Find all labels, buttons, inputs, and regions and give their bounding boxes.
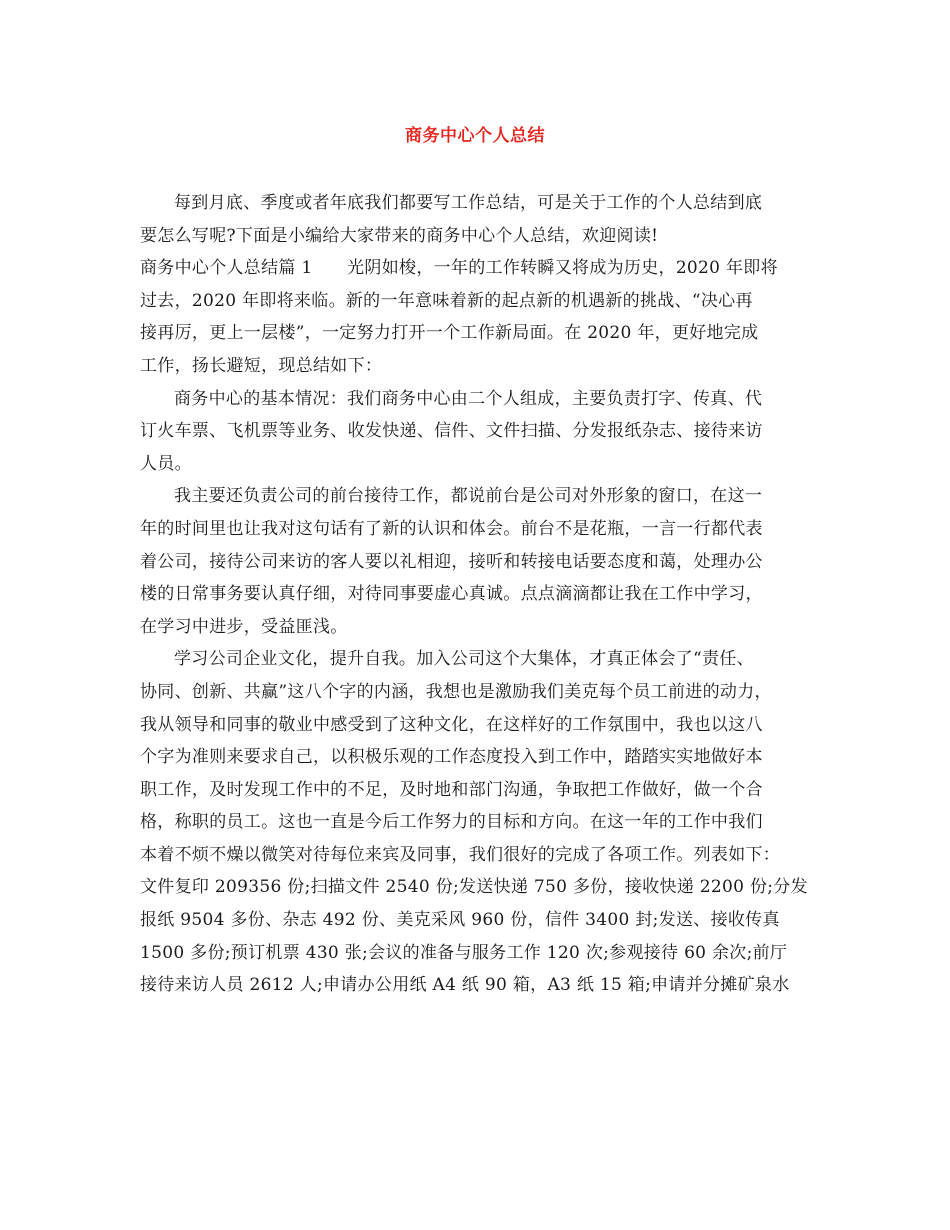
paragraph-line: 过去，2020 年即将来临。新的一年意味着新的起点新的机遇新的挑战、“决心再 — [140, 290, 753, 311]
paragraph-line: 要怎么写呢?下面是小编给大家带来的商务中心个人总结，欢迎阅读! — [140, 225, 659, 246]
paragraph-line: 学习公司企业文化，提升自我。加入公司这个大集体，才真正体会了“责任、 — [174, 649, 754, 670]
paragraph-line: 着公司，接待公司来访的客人要以礼相迎，接听和转接电话要态度和蔼，处理办公 — [140, 551, 763, 572]
document-body — [140, 187, 822, 1002]
paragraph-line: 我主要还负责公司的前台接待工作，都说前台是公司对外形象的窗口，在这一 — [174, 486, 763, 507]
paragraph-line: 在学习中进步，受益匪浅。 — [140, 616, 348, 637]
paragraph-line: 接再厉，更上一层楼”，一定努力打开一个工作新局面。在 2020 年，更好地完成 — [140, 323, 759, 344]
document-title: 商务中心个人总结 — [405, 126, 545, 146]
paragraph-line: 职工作，及时发现工作中的不足，及时地和部门沟通，争取把工作做好，做一个合 — [140, 779, 763, 800]
paragraph-line: 人员。 — [140, 453, 192, 474]
paragraph-line: 年的时间里也让我对这句话有了新的认识和体会。前台不是花瓶，一言一行都代表 — [140, 518, 763, 539]
paragraph-line: 报纸 9504 多份、杂志 492 份、美克采风 960 份，信件 3400 封;发送、接收传真 — [140, 910, 780, 931]
paragraph-line: 1500 多份;预订机票 430 张;会议的准备与服务工作 120 次;参观接待 60 余次;前厅 — [140, 942, 788, 963]
paragraph-line: 个字为准则来要求自己，以积极乐观的工作态度投入到工作中，踏踏实实地做好本 — [140, 747, 763, 768]
paragraph-line: 工作，扬长避短，现总结如下： — [140, 355, 383, 376]
paragraph-line: 订火车票、飞机票等业务、收发快递、信件、文件扫描、分发报纸杂志、接待来访 — [140, 421, 763, 442]
paragraph-line: 格，称职的员工。这也一直是今后工作努力的目标和方向。在这一年的工作中我们 — [140, 812, 763, 833]
paragraph-line: 商务中心的基本情况：我们商务中心由二个人组成，主要负责打字、传真、代 — [174, 388, 763, 409]
paragraph-line: 本着不烦不燥以微笑对待每位来宾及同事，我们很好的完成了各项工作。列表如下： — [140, 844, 781, 865]
paragraph-line: 我从领导和同事的敬业中感受到了这种文化，在这样好的工作氛围中，我也以这八 — [140, 714, 763, 735]
paragraph-line: 每到月底、季度或者年底我们都要写工作总结，可是关于工作的个人总结到底 — [174, 193, 763, 213]
paragraph-line: 协同、创新、共赢”这八个字的内涵，我想也是激励我们美克每个员工前进的动力， — [140, 681, 772, 702]
paragraph-line: 商务中心个人总结篇 1 光阴如梭，一年的工作转瞬又将成为历史，2020 年即将 — [140, 258, 778, 279]
paragraph-line: 楼的日常事务要认真仔细，对待同事要虚心真诚。点点滴滴都让我在工作中学习， — [140, 584, 763, 605]
paragraph-line: 文件复印 209356 份;扫描文件 2540 份;发送快递 750 多份，接收快递 2200 份;分发 — [140, 877, 808, 898]
paragraph-line: 接待来访人员 2612 人;申请办公用纸 A4 纸 90 箱，A3 纸 15 箱;申请并分摊矿泉水 — [140, 975, 790, 996]
